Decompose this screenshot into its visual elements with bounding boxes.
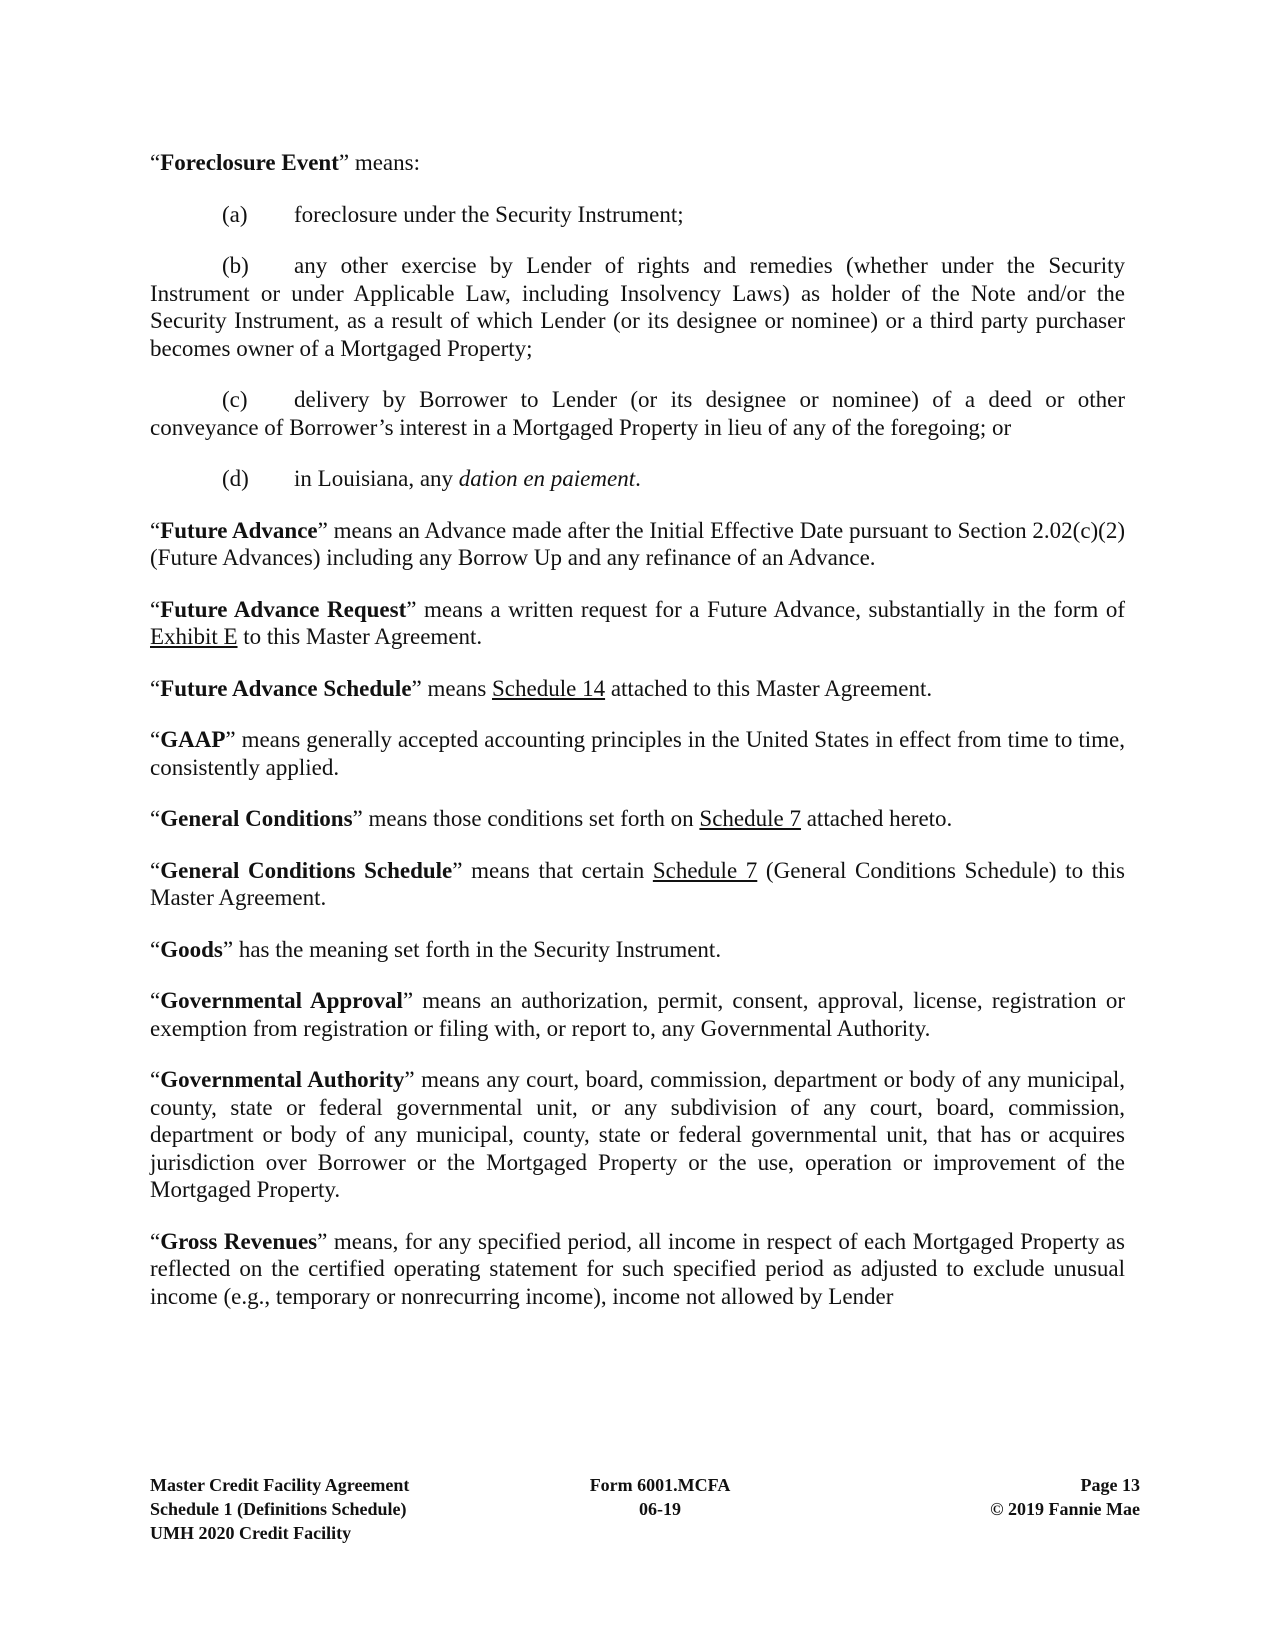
exhibit-e-reference: Exhibit E bbox=[150, 624, 238, 649]
definition-governmental-authority bbox=[150, 1066, 1125, 1204]
open-quote: “ bbox=[150, 675, 161, 701]
definition-future-advance-request bbox=[150, 596, 1125, 651]
defined-term: Governmental Authority bbox=[160, 1067, 405, 1092]
definition-governmental-approval bbox=[150, 987, 1125, 1042]
definition-text: ” means an Advance made after the Initial Effective Date pursuant to Section 2.02(c)(2) (Future Advances) including any Borrow Up and any refinance of an Advance. bbox=[150, 517, 1126, 570]
open-quote: “ bbox=[150, 857, 161, 883]
list-item-d bbox=[150, 465, 1125, 493]
document-body bbox=[150, 149, 1125, 1334]
list-item-c bbox=[150, 386, 1125, 441]
footer-center bbox=[580, 1473, 740, 1521]
definition-tail: attached hereto. bbox=[800, 806, 953, 831]
item-text: in Louisiana, any bbox=[294, 466, 459, 491]
definition-text: ” means those conditions set forth on bbox=[352, 806, 700, 831]
footer-right bbox=[990, 1473, 1140, 1521]
defined-term: Future Advance bbox=[160, 517, 318, 543]
open-quote: “ bbox=[150, 517, 161, 543]
definition-text: ” means an authorization, permit, consent, approval, license, registration or exemption from registration or filing with, or report to, any Governmental Authority. bbox=[150, 988, 1125, 1041]
definition-tail: attached to this Master Agreement. bbox=[605, 675, 933, 701]
schedule-14-reference: Schedule 14 bbox=[492, 675, 606, 701]
definition-gaap bbox=[150, 726, 1125, 781]
footer-schedule-title: Schedule 1 (Definitions Schedule) bbox=[150, 1499, 407, 1519]
defined-term: Future Advance Request bbox=[160, 596, 407, 622]
footer-agreement-title: Master Credit Facility Agreement bbox=[150, 1475, 410, 1495]
item-label: (a) bbox=[222, 201, 248, 227]
definition-general-conditions-schedule bbox=[150, 857, 1125, 912]
defined-term: Governmental Approval bbox=[160, 988, 403, 1013]
definition-gross-revenues bbox=[150, 1228, 1125, 1311]
page-footer bbox=[150, 1473, 1140, 1553]
definition-text: ” means, for any specified period, all income in respect of each Mortgaged Property as reflected on the certified operating statement for such specified period as adjusted to exclude unusual income (e.g., temporary or nonrecurring income), income not allowed by Lender bbox=[150, 1228, 1125, 1309]
item-label: (b) bbox=[222, 253, 249, 278]
defined-term: Future Advance Schedule bbox=[160, 675, 412, 701]
footer-facility-name: UMH 2020 Credit Facility bbox=[150, 1523, 352, 1543]
item-text: any other exercise by Lender of rights and remedies (whether under the Security Instrument or under Applicable Law, including Insolvency Laws) as holder of the Note and/or the Security Instrument, as a result of which Lender (or its designee or nominee) or a third party purchaser becomes owner of a Mortgaged Property; bbox=[150, 253, 1125, 361]
definition-text: ” means that certain bbox=[452, 857, 653, 883]
item-text: foreclosure under the Security Instrument; bbox=[294, 201, 684, 227]
open-quote: “ bbox=[150, 1067, 161, 1092]
list-item-a bbox=[150, 201, 1125, 229]
item-italic-text: dation en paiement bbox=[458, 466, 636, 491]
footer-form-number: Form 6001.MCFA bbox=[589, 1475, 731, 1495]
definition-text: ” means generally accepted accounting principles in the United States in effect from time to time, consistently applied. bbox=[150, 727, 1125, 780]
defined-term: Gross Revenues bbox=[160, 1228, 318, 1254]
defined-term: GAAP bbox=[160, 727, 226, 752]
defined-term: General Conditions Schedule bbox=[160, 857, 453, 883]
open-quote: “ bbox=[150, 988, 161, 1013]
list-item-b bbox=[150, 252, 1125, 362]
defined-term: General Conditions bbox=[160, 806, 353, 831]
open-quote: “ bbox=[150, 936, 161, 962]
footer-form-date: 06-19 bbox=[639, 1499, 681, 1519]
open-quote: “ bbox=[150, 150, 161, 175]
item-tail: . bbox=[635, 466, 641, 491]
definition-text: ” has the meaning set forth in the Security Instrument. bbox=[222, 936, 722, 962]
item-text: delivery by Borrower to Lender (or its designee or nominee) of a deed or other conveyance of Borrower’s interest in a Mortgaged Property in lieu of any of the foregoing; or bbox=[150, 387, 1125, 440]
defined-term: Foreclosure Event bbox=[160, 150, 339, 175]
definition-text: ” means: bbox=[338, 150, 420, 175]
definition-future-advance bbox=[150, 517, 1125, 572]
copyright: © 2019 Fannie Mae bbox=[990, 1499, 1140, 1519]
definition-goods bbox=[150, 936, 1125, 964]
open-quote: “ bbox=[150, 596, 161, 622]
page-number: Page 13 bbox=[1080, 1475, 1140, 1495]
item-label: (c) bbox=[222, 387, 248, 412]
definition-future-advance-schedule bbox=[150, 675, 1125, 703]
defined-term: Goods bbox=[160, 936, 223, 962]
footer-left bbox=[150, 1473, 409, 1545]
schedule-7-reference: Schedule 7 bbox=[699, 806, 801, 831]
open-quote: “ bbox=[150, 806, 161, 831]
open-quote: “ bbox=[150, 1228, 161, 1254]
definition-tail: to this Master Agreement. bbox=[237, 624, 483, 649]
definition-text: ” means bbox=[411, 675, 493, 701]
definition-general-conditions bbox=[150, 805, 1125, 833]
definition-tail: (General Conditions Schedule) to this Master Agreement. bbox=[150, 857, 1125, 910]
definition-text: ” means a written request for a Future Advance, substantially in the form of bbox=[406, 596, 1125, 622]
item-label: (d) bbox=[222, 466, 249, 491]
definition-text: ” means any court, board, commission, department or body of any municipal, county, state or federal governmental unit, or any subdivision of any court, board, commission, department or body of any municipal, county, state or federal governmental unit, that has or acquires jurisdiction over Borrower or the Mortgaged Property or the use, operation or improvement of the Mortgaged Property. bbox=[150, 1067, 1125, 1202]
schedule-7-reference: Schedule 7 bbox=[652, 857, 758, 883]
definition-foreclosure-event bbox=[150, 149, 1125, 177]
open-quote: “ bbox=[150, 727, 161, 752]
